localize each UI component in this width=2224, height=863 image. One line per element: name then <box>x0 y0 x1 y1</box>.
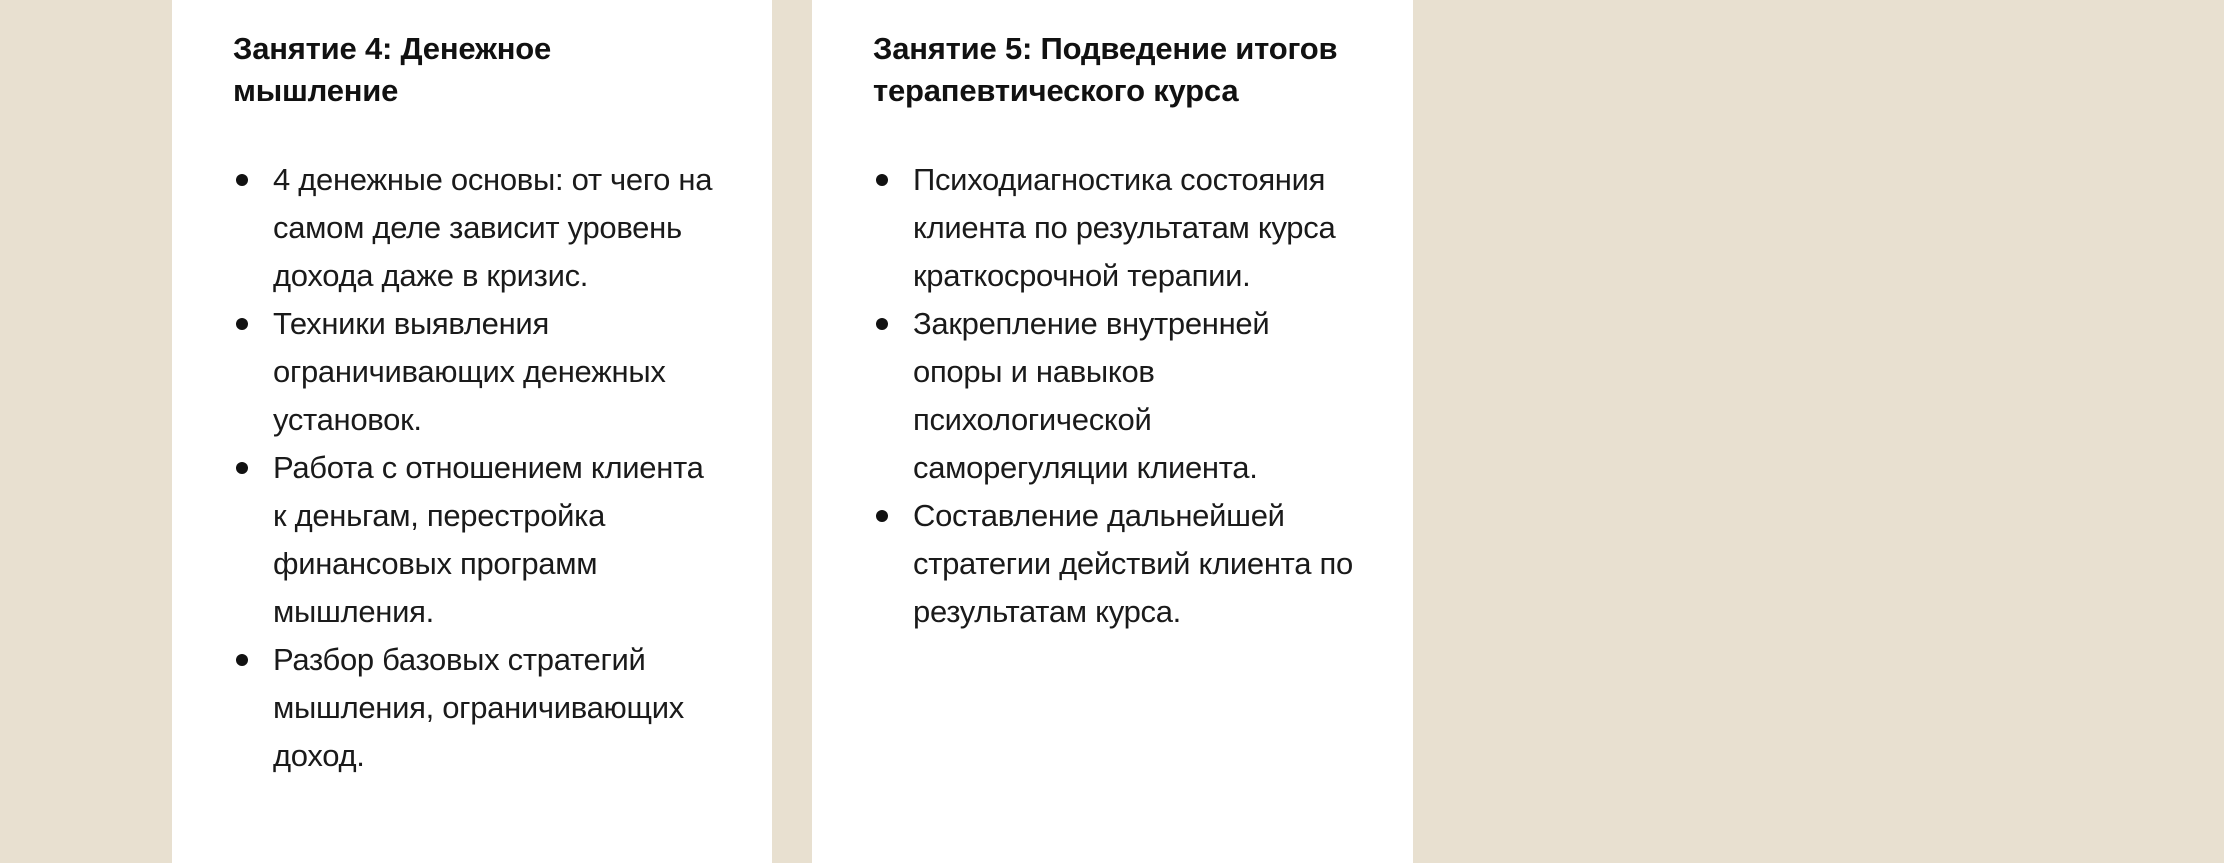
topic-text: Закрепление внутренней опоры и навыков психологической саморегуляции клиента. <box>913 306 1270 485</box>
lesson-5-card <box>812 0 1413 863</box>
bullet-icon <box>236 462 248 474</box>
list-item <box>233 300 713 444</box>
topic-text: Составление дальнейшей стратегии действий клиента по результатам курса. <box>913 498 1353 629</box>
list-item <box>873 492 1353 636</box>
bullet-icon <box>876 510 888 522</box>
lesson-4-topic-list <box>233 156 713 780</box>
topic-text: 4 денежные основы: от чего на самом деле зависит уровень дохода даже в кризис. <box>273 162 713 293</box>
list-item <box>233 444 713 636</box>
bullet-icon <box>236 174 248 186</box>
topic-text: Техники выявления ограничивающих денежных установок. <box>273 306 666 437</box>
lesson-4-title <box>233 28 703 112</box>
lesson-4-title-line-2: мышление <box>233 73 399 108</box>
lesson-5-title-line-2: терапевтического курса <box>873 73 1239 108</box>
bullet-icon <box>876 318 888 330</box>
list-item <box>233 636 713 780</box>
list-item <box>873 300 1353 492</box>
topic-text: Психодиагностика состояния клиента по результатам курса краткосрочной терапии. <box>913 162 1336 293</box>
list-item <box>233 156 713 300</box>
topic-text: Работа с отношением клиента к деньгам, перестройка финансовых программ мышления. <box>273 450 704 629</box>
bullet-icon <box>236 654 248 666</box>
lesson-5-topic-list <box>873 156 1353 636</box>
topic-text: Разбор базовых стратегий мышления, ограничивающих доход. <box>273 642 684 773</box>
list-item <box>873 156 1353 300</box>
lesson-5-title <box>873 28 1343 112</box>
lesson-4-title-line-1: Занятие 4: Денежное <box>233 31 552 66</box>
lesson-5-title-line-1: Занятие 5: Подведение итогов <box>873 31 1338 66</box>
bullet-icon <box>236 318 248 330</box>
bullet-icon <box>876 174 888 186</box>
lesson-4-card <box>172 0 772 863</box>
